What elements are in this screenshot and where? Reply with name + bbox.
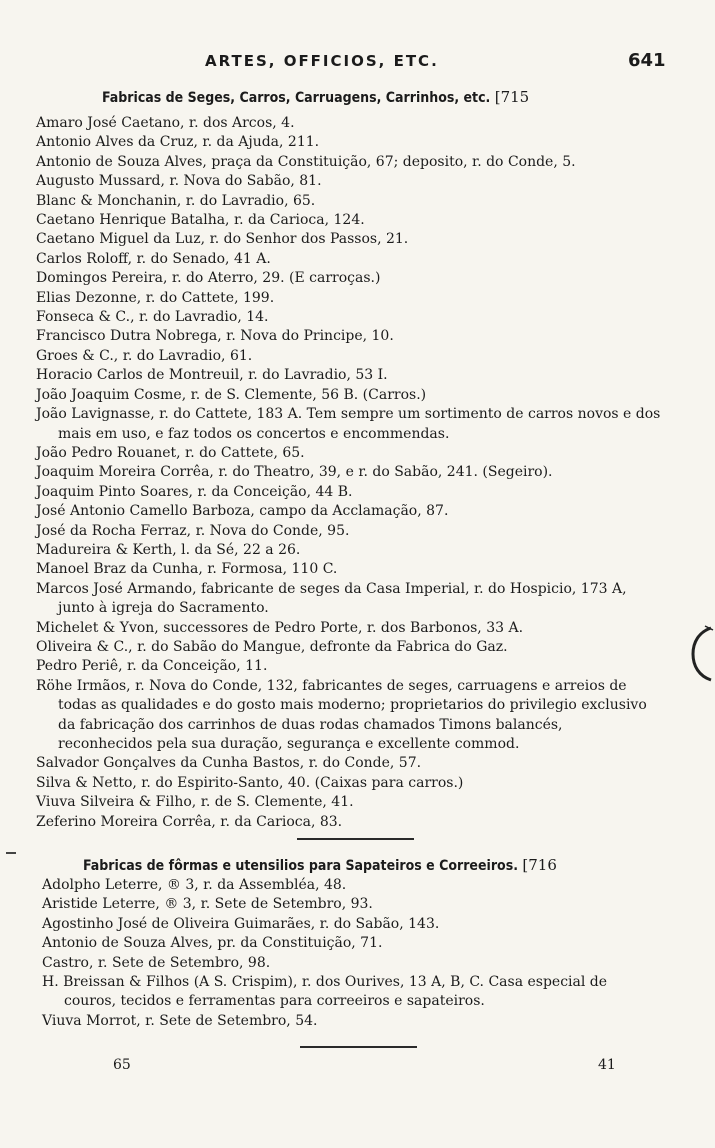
entry-item: João Pedro Rouanet, r. do Cattete, 65. <box>36 444 305 461</box>
entry-item: Madureira & Kerth, l. da Sé, 22 a 26. <box>36 541 301 558</box>
entry-item: Carlos Roloff, r. do Senado, 41 A. <box>36 250 271 267</box>
signature-mark: 65 <box>113 1057 131 1073</box>
entry-item: Horacio Carlos de Montreuil, r. do Lavradio, 53 I. <box>36 367 388 384</box>
entry-item: Joaquim Moreira Corrêa, r. do Theatro, 39, e r. do Sabão, 241. (Segeiro). <box>36 464 553 481</box>
entry-item: Amaro José Caetano, r. dos Arcos, 4. <box>36 115 295 131</box>
running-title: ARTES, OFFICIOS, ETC. <box>205 52 439 70</box>
entry-item: Joaquim Pinto Soares, r. da Conceição, 44 B. <box>36 483 353 500</box>
entry-item: Castro, r. Sete de Setembro, 98. <box>42 954 271 971</box>
entry-item: Groes & C., r. do Lavradio, 61. <box>36 347 253 364</box>
entry-item: Manoel Braz da Cunha, r. Formosa, 110 C. <box>36 561 338 578</box>
footer-number: 41 <box>598 1057 616 1073</box>
entry-item: Elias Dezonne, r. do Cattete, 199. <box>36 289 275 306</box>
section-title: Fabricas de fôrmas e utensilios para Sapateiros e Correeiros. <box>83 858 518 874</box>
entry-item: Michelet & Yvon, successores de Pedro Porte, r. dos Barbonos, 33 A. <box>36 619 524 636</box>
entry-list-formas <box>42 876 660 1031</box>
entry-item: Aristide Leterre, ® 3, r. Sete de Setembro, 93. <box>42 896 373 913</box>
entry-item: Caetano Miguel da Luz, r. do Senhor dos Passos, 21. <box>36 231 409 248</box>
entry-item: João Joaquim Cosme, r. de S. Clemente, 56 B. (Carros.) <box>36 386 427 403</box>
entry-item: Oliveira & C., r. do Sabão do Mangue, defronte da Fabrica do Gaz. <box>36 638 508 655</box>
entry-item: Agostinho José de Oliveira Guimarães, r. do Sabão, 143. <box>42 915 440 932</box>
entry-item: Zeferino Moreira Corrêa, r. da Carioca, 83. <box>36 813 343 830</box>
entry-item: Antonio Alves da Cruz, r. da Ajuda, 211. <box>36 134 320 151</box>
section-number: [716 <box>522 856 557 874</box>
section-number: [715 <box>494 88 530 106</box>
entry-item: José Antonio Camello Barboza, campo da Acclamação, 87. <box>36 503 449 520</box>
page-header <box>0 52 715 78</box>
entry-item: Silva & Netto, r. do Espirito-Santo, 40. (Caixas para carros.) <box>36 774 464 791</box>
entry-item: Domingos Pereira, r. do Aterro, 29. (E carroças.) <box>36 270 381 287</box>
margin-dash <box>6 852 16 854</box>
entry-item: Antonio de Souza Alves, pr. da Constituição, 71. <box>42 935 383 952</box>
page-number: 641 <box>628 50 666 71</box>
entry-item: Adolpho Leterre, ® 3, r. da Assembléa, 48. <box>42 877 347 893</box>
section-heading-formas <box>83 856 557 874</box>
entry-item: Röhe Irmãos, r. Nova do Conde, 132, fabricantes de seges, carruagens e arreios de todas as qualidades e do gosto mais moderno; proprietarios do privilegio exclusivo da fabricação dos carrinhos de duas rodas chamados Timons balancés, reconhecidos pela sua duração, segurança e excellente commod. <box>36 677 647 752</box>
entry-item: Salvador Gonçalves da Cunha Bastos, r. do Conde, 57. <box>36 755 422 772</box>
entry-item: Viuva Silveira & Filho, r. de S. Clemente, 41. <box>36 794 354 811</box>
entry-item: Pedro Periê, r. da Conceição, 11. <box>36 658 268 675</box>
bracket-mark-icon <box>683 624 715 684</box>
entry-item: Blanc & Monchanin, r. do Lavradio, 65. <box>36 192 316 209</box>
entry-item: João Lavignasse, r. do Cattete, 183 A. Tem sempre um sortimento de carros novos e dos mais em uso, e faz todos os concertos e encommendas. <box>36 406 661 442</box>
entry-item: Augusto Mussard, r. Nova do Sabão, 81. <box>36 173 322 190</box>
entry-item: Viuva Morrot, r. Sete de Setembro, 54. <box>42 1012 318 1029</box>
section-divider <box>297 838 414 840</box>
section-title: Fabricas de Seges, Carros, Carruagens, Carrinhos, etc. <box>102 90 491 106</box>
entry-item: H. Breissan & Filhos (A S. Crispim), r. dos Ourives, 13 A, B, C. Casa especial de couros, tecidos e ferramentas para correeiros e sapateiros. <box>42 974 608 1010</box>
entry-item: Marcos José Armando, fabricante de seges da Casa Imperial, r. do Hospicio, 173 A, junto à igreja do Sacramento. <box>36 580 627 617</box>
section-heading-seges <box>102 88 529 106</box>
entry-list-seges <box>36 114 661 832</box>
entry-item: Fonseca & C., r. do Lavradio, 14. <box>36 309 269 326</box>
entry-item: Antonio de Souza Alves, praça da Constituição, 67; deposito, r. do Conde, 5. <box>36 153 576 170</box>
entry-item: José da Rocha Ferraz, r. Nova do Conde, 95. <box>36 522 350 539</box>
entry-item: Francisco Dutra Nobrega, r. Nova do Principe, 10. <box>36 328 394 345</box>
entry-item: Caetano Henrique Batalha, r. da Carioca, 124. <box>36 212 365 229</box>
footer-divider <box>300 1046 417 1048</box>
